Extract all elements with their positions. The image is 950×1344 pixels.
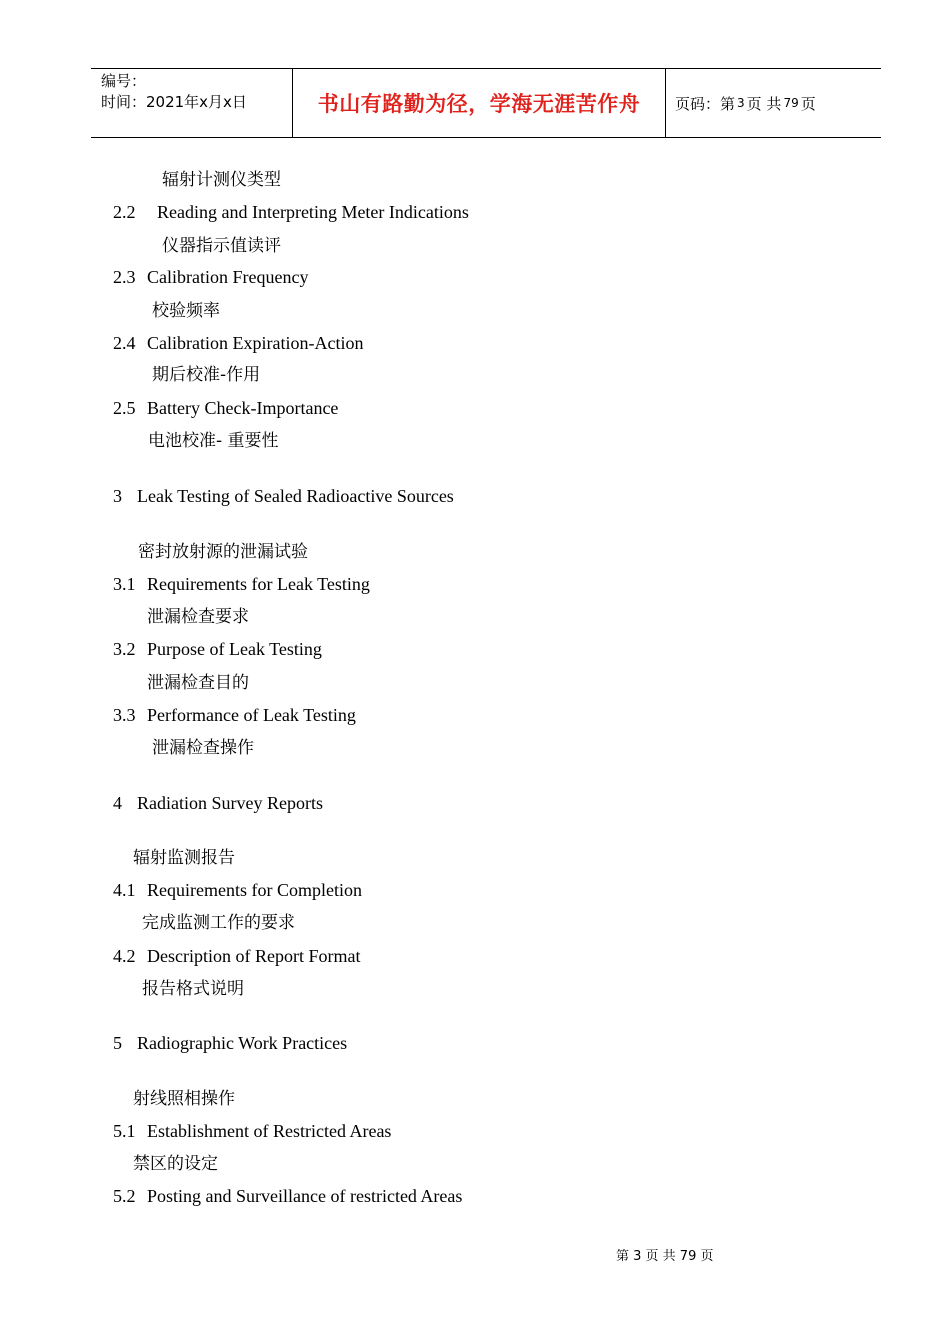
toc-section-number: 4.2 bbox=[113, 946, 136, 966]
toc-line-en bbox=[113, 878, 362, 902]
toc-line-en bbox=[113, 200, 469, 224]
toc-line-zh: 射线照相操作 bbox=[133, 1089, 235, 1109]
toc-section-title: Calibration Frequency bbox=[147, 267, 309, 287]
toc-section-number: 5.2 bbox=[113, 1186, 136, 1206]
toc-line-zh: 完成监测工作的要求 bbox=[142, 913, 295, 933]
header-number-label: 编号： bbox=[101, 72, 147, 90]
toc-section-title: Requirements for Completion bbox=[147, 880, 362, 900]
toc-line-en bbox=[113, 703, 356, 727]
header-time-label: 时间：2021年x月x日 bbox=[101, 93, 247, 111]
toc-section-title: Leak Testing of Sealed Radioactive Sources bbox=[137, 486, 454, 506]
toc-section-number: 2.5 bbox=[113, 398, 136, 418]
toc-line-zh: 密封放射源的泄漏试验 bbox=[138, 542, 308, 562]
toc-section-number: 5 bbox=[113, 1033, 122, 1053]
toc-line-en bbox=[113, 1119, 391, 1143]
toc-line-zh: 电池校准- 重要性 bbox=[148, 431, 279, 451]
header-page-total: 79 bbox=[783, 96, 799, 110]
toc-section-title: Performance of Leak Testing bbox=[147, 705, 356, 725]
toc-line-zh: 报告格式说明 bbox=[142, 979, 244, 999]
toc-line-zh: 仪器指示值读评 bbox=[162, 236, 281, 256]
toc-line-en bbox=[113, 637, 322, 661]
page-header bbox=[91, 68, 881, 138]
toc-line-zh: 校验频率 bbox=[152, 301, 220, 321]
header-meta bbox=[101, 71, 247, 113]
toc-section-number: 2.4 bbox=[113, 333, 136, 353]
toc-line-zh: 辐射监测报告 bbox=[133, 848, 235, 868]
toc-section-title: Posting and Surveillance of restricted Areas bbox=[147, 1186, 463, 1206]
toc-line-en bbox=[113, 396, 338, 420]
header-motto: 书山有路勤为径，学海无涯苦作舟 bbox=[317, 92, 641, 116]
toc-line-en bbox=[113, 331, 363, 355]
toc-section-number: 3.3 bbox=[113, 705, 136, 725]
header-page-number: 3 bbox=[737, 96, 745, 110]
toc-section-number: 2.3 bbox=[113, 267, 136, 287]
toc-section-title: Battery Check-Importance bbox=[147, 398, 339, 418]
toc-line-zh: 泄漏检查操作 bbox=[152, 738, 254, 758]
toc-section-title: Purpose of Leak Testing bbox=[147, 639, 322, 659]
toc-line-zh: 泄漏检查要求 bbox=[147, 607, 249, 627]
toc-section-title: Reading and Interpreting Meter Indications bbox=[157, 202, 469, 222]
toc-line-en bbox=[113, 1184, 462, 1208]
toc-line-zh: 泄漏检查目的 bbox=[147, 673, 249, 693]
toc-line-en bbox=[113, 944, 360, 968]
toc-section-number: 5.1 bbox=[113, 1121, 136, 1141]
toc-line-en bbox=[113, 572, 370, 596]
toc-line-zh: 禁区的设定 bbox=[133, 1154, 218, 1174]
toc-line-en bbox=[113, 265, 308, 289]
page-footer: 第 3 页 共 79 页 bbox=[616, 1249, 714, 1264]
toc-section-title: Requirements for Leak Testing bbox=[147, 574, 370, 594]
toc-section-title: Radiographic Work Practices bbox=[137, 1033, 348, 1053]
toc-section-title: Establishment of Restricted Areas bbox=[147, 1121, 392, 1141]
header-page-mid: 页 共 bbox=[746, 94, 782, 113]
toc-section-title: Description of Report Format bbox=[147, 946, 361, 966]
toc-section-number: 4 bbox=[113, 793, 122, 813]
toc-line-en bbox=[113, 791, 323, 815]
header-page-suffix: 页 bbox=[800, 94, 816, 113]
toc-section-title: Radiation Survey Reports bbox=[137, 793, 323, 813]
toc-line-zh: 辐射计测仪类型 bbox=[162, 170, 281, 190]
header-divider bbox=[665, 69, 666, 137]
toc-section-number: 3.2 bbox=[113, 639, 136, 659]
toc-section-title: Calibration Expiration-Action bbox=[147, 333, 364, 353]
toc-line-en bbox=[113, 1031, 347, 1055]
toc-line-zh: 期后校准-作用 bbox=[152, 365, 261, 385]
header-page-indicator bbox=[675, 69, 816, 137]
header-page-prefix: 页码：第 bbox=[675, 94, 736, 113]
toc-section-number: 4.1 bbox=[113, 880, 136, 900]
toc-section-number: 3.1 bbox=[113, 574, 136, 594]
toc-section-number: 3 bbox=[113, 486, 122, 506]
toc-line-en bbox=[113, 484, 454, 508]
toc-section-number: 2.2 bbox=[113, 202, 136, 222]
